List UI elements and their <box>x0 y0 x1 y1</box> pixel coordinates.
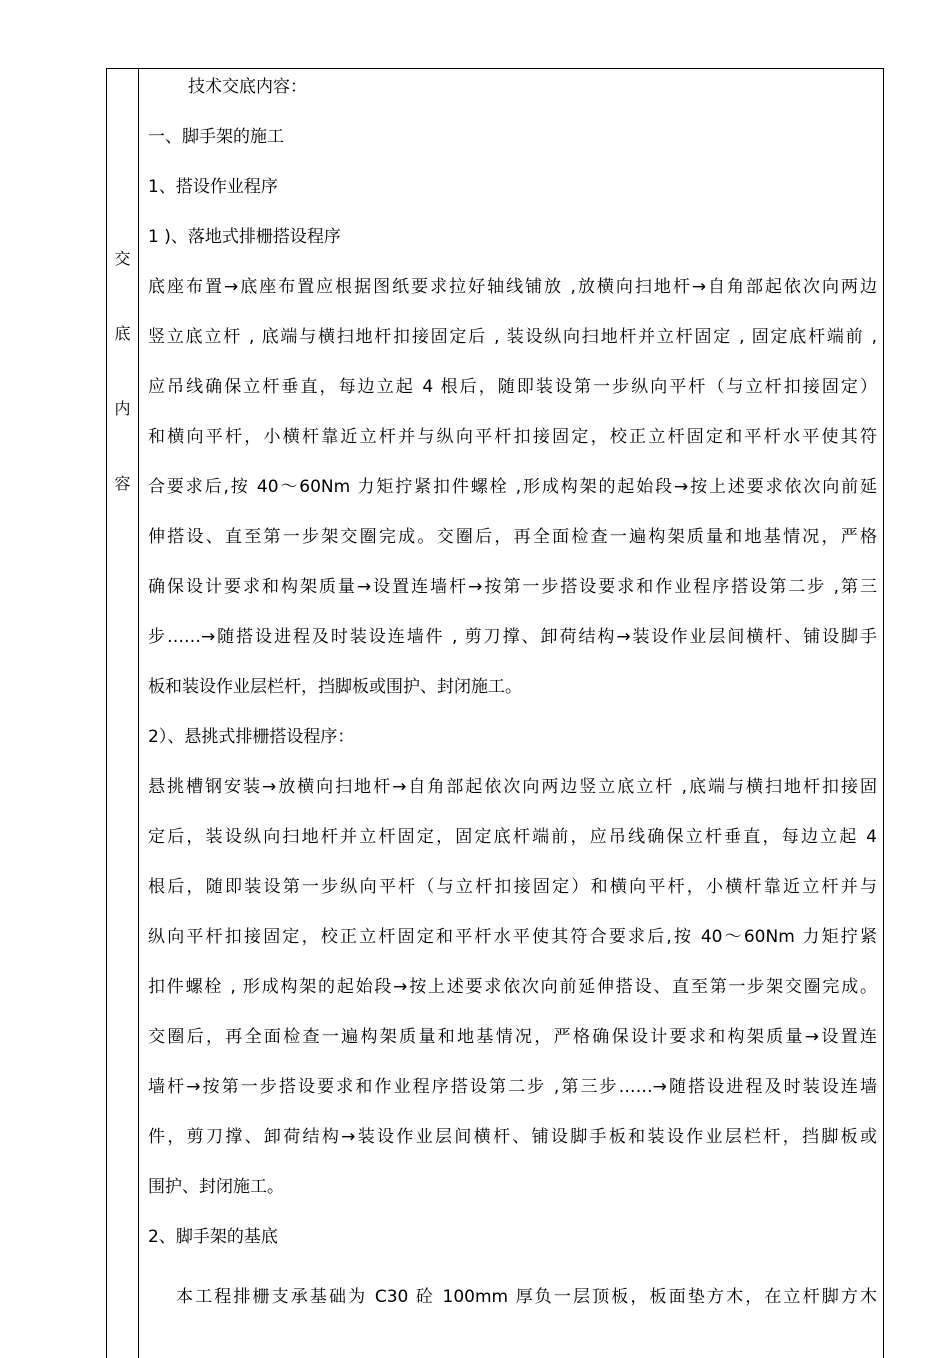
paragraph-line: 和横向平杆，小横杆靠近立杆并与纵向平杆扣接固定，校正立杆固定和平杆水平使其符 <box>148 427 877 447</box>
paragraph-line: 围护、封闭施工。 <box>148 1177 284 1197</box>
paragraph-line: 步……→随搭设进程及时装设连墙件 , 剪刀撑、卸荷结构→装设作业层间横杆、铺设脚手 <box>148 627 877 647</box>
disclosure-table <box>106 68 884 1358</box>
subsection-heading: 2）、悬挑式排栅搭设程序： <box>148 727 355 747</box>
section-label-char: 底 <box>114 324 131 343</box>
paragraph-line: 扣件螺栓 , 形成构架的起始段→按上述要求依次向前延伸搭设、直至第一步架交圈完成。 <box>148 977 877 997</box>
section-label-char: 容 <box>114 474 131 493</box>
paragraph-line: 悬挑槽钢安装→放横向扫地杆→自角部起依次向两边竖立底立杆 ,底端与横扫地杆扣接固 <box>148 777 877 797</box>
subsection-heading: 2、脚手架的基底 <box>148 1227 278 1247</box>
content-heading: 技术交底内容： <box>188 77 307 97</box>
paragraph-line: 板和装设作业层栏杆，挡脚板或围护、封闭施工。 <box>148 677 522 697</box>
section-label-char: 交 <box>114 249 131 268</box>
paragraph-line: 纵向平杆扣接固定，校正立杆固定和平杆水平使其符合要求后,按 40～60Nm 力矩拧紧 <box>148 927 877 947</box>
paragraph-line: 件，剪刀撑、卸荷结构→装设作业层间横杆、铺设脚手板和装设作业层栏杆，挡脚板或 <box>148 1127 877 1147</box>
section-label-column <box>107 69 139 1358</box>
paragraph-line: 底座布置→底座布置应根据图纸要求拉好轴线铺放 ,放横向扫地杆→自角部起依次向两边 <box>148 277 877 297</box>
subsection-heading: 1 )、落地式排栅搭设程序 <box>148 227 341 247</box>
paragraph-line: 应吊线确保立杆垂直，每边立起 4 根后，随即装设第一步纵向平杆（与立杆扣接固定） <box>148 377 877 397</box>
paragraph-line: 交圈后，再全面检查一遍构架质量和地基情况，严格确保设计要求和构架质量→设置连 <box>148 1027 877 1047</box>
paragraph-line: 竖立底立杆 , 底端与横扫地杆扣接固定后 , 装设纵向扫地杆并立杆固定 , 固定底杆端前 , <box>148 327 877 347</box>
paragraph-line: 伸搭设、直至第一步架交圈完成。交圈后，再全面检查一遍构架质量和地基情况，严格 <box>148 527 877 547</box>
section-label-char: 内 <box>114 399 131 418</box>
paragraph-line: 墙杆→按第一步搭设要求和作业程序搭设第二步 ,第三步……→随搭设进程及时装设连墙 <box>148 1077 877 1097</box>
paragraph-line: 定后，装设纵向扫地杆并立杆固定，固定底杆端前，应吊线确保立杆垂直，每边立起 4 <box>148 827 877 847</box>
paragraph-line: 确保设计要求和构架质量→设置连墙杆→按第一步搭设要求和作业程序搭设第二步 ,第三 <box>148 577 877 597</box>
section-heading: 一、脚手架的施工 <box>148 127 284 147</box>
subsection-heading: 1、搭设作业程序 <box>148 177 278 197</box>
paragraph-line: 本工程排栅支承基础为 C30 砼 100mm 厚负一层顶板，板面垫方木，在立杆脚方木 <box>176 1287 877 1307</box>
paragraph-line: 合要求后,按 40～60Nm 力矩拧紧扣件螺栓 ,形成构架的起始段→按上述要求依次向前延 <box>148 477 877 497</box>
paragraph-line: 根后，随即装设第一步纵向平杆（与立杆扣接固定）和横向平杆，小横杆靠近立杆并与 <box>148 877 877 897</box>
